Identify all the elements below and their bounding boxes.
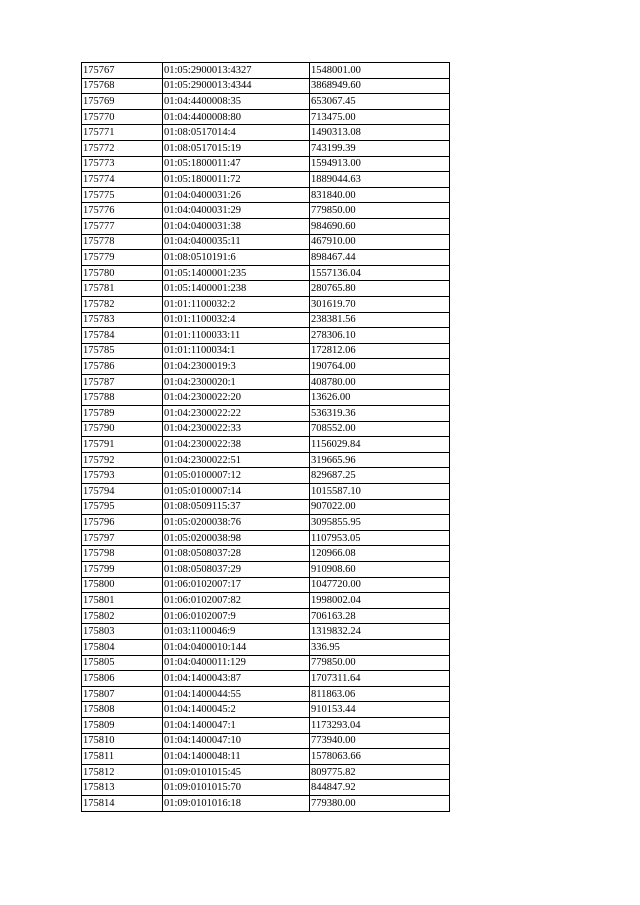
table-row bbox=[82, 717, 450, 733]
amount-cell: 190764.00 bbox=[310, 359, 450, 375]
row-number-cell: 175801 bbox=[82, 593, 163, 609]
cadastral-number-cell: 01:08:0510191:6 bbox=[163, 250, 310, 266]
table-row bbox=[82, 125, 450, 141]
amount-cell: 809775.82 bbox=[310, 764, 450, 780]
cadastral-number-cell: 01:05:0200038:76 bbox=[163, 515, 310, 531]
amount-cell: 280765.80 bbox=[310, 281, 450, 297]
table-row bbox=[82, 203, 450, 219]
table-row bbox=[82, 671, 450, 687]
table-row bbox=[82, 733, 450, 749]
row-number-cell: 175772 bbox=[82, 140, 163, 156]
cadastral-number-cell: 01:01:1100032:4 bbox=[163, 312, 310, 328]
amount-cell: 1594913.00 bbox=[310, 156, 450, 172]
row-number-cell: 175768 bbox=[82, 78, 163, 94]
cadastral-number-cell: 01:06:0102007:82 bbox=[163, 593, 310, 609]
table-row bbox=[82, 639, 450, 655]
row-number-cell: 175813 bbox=[82, 780, 163, 796]
table-row bbox=[82, 406, 450, 422]
table-row bbox=[82, 749, 450, 765]
table-row bbox=[82, 484, 450, 500]
table-row bbox=[82, 468, 450, 484]
table-row bbox=[82, 250, 450, 266]
table-row bbox=[82, 63, 450, 79]
row-number-cell: 175807 bbox=[82, 686, 163, 702]
amount-cell: 844847.92 bbox=[310, 780, 450, 796]
table-row bbox=[82, 452, 450, 468]
amount-cell: 829687.25 bbox=[310, 468, 450, 484]
row-number-cell: 175770 bbox=[82, 109, 163, 125]
row-number-cell: 175798 bbox=[82, 546, 163, 562]
row-number-cell: 175783 bbox=[82, 312, 163, 328]
row-number-cell: 175794 bbox=[82, 484, 163, 500]
row-number-cell: 175774 bbox=[82, 172, 163, 188]
row-number-cell: 175792 bbox=[82, 452, 163, 468]
amount-cell: 1319832.24 bbox=[310, 624, 450, 640]
amount-cell: 773940.00 bbox=[310, 733, 450, 749]
cadastral-number-cell: 01:09:0101015:70 bbox=[163, 780, 310, 796]
cadastral-number-cell: 01:04:1400043:87 bbox=[163, 671, 310, 687]
row-number-cell: 175788 bbox=[82, 390, 163, 406]
table-row bbox=[82, 795, 450, 811]
table-row bbox=[82, 172, 450, 188]
table-row bbox=[82, 328, 450, 344]
amount-cell: 898467.44 bbox=[310, 250, 450, 266]
amount-cell: 301619.70 bbox=[310, 296, 450, 312]
table-row bbox=[82, 359, 450, 375]
amount-cell: 779850.00 bbox=[310, 655, 450, 671]
cadastral-number-cell: 01:04:2300022:38 bbox=[163, 437, 310, 453]
cadastral-number-cell: 01:01:1100032:2 bbox=[163, 296, 310, 312]
table-row bbox=[82, 312, 450, 328]
table-row bbox=[82, 374, 450, 390]
table-row bbox=[82, 218, 450, 234]
amount-cell: 653067.45 bbox=[310, 94, 450, 110]
cadastral-number-cell: 01:08:0508037:29 bbox=[163, 562, 310, 578]
row-number-cell: 175780 bbox=[82, 265, 163, 281]
table-row bbox=[82, 234, 450, 250]
table-row bbox=[82, 764, 450, 780]
table-row bbox=[82, 421, 450, 437]
cadastral-number-cell: 01:01:1100033:11 bbox=[163, 328, 310, 344]
amount-cell: 319665.96 bbox=[310, 452, 450, 468]
table-row bbox=[82, 655, 450, 671]
amount-cell: 708552.00 bbox=[310, 421, 450, 437]
cadastral-number-cell: 01:09:0101016:18 bbox=[163, 795, 310, 811]
amount-cell: 910153.44 bbox=[310, 702, 450, 718]
row-number-cell: 175799 bbox=[82, 562, 163, 578]
table-row bbox=[82, 686, 450, 702]
cadastral-number-cell: 01:04:0400011:129 bbox=[163, 655, 310, 671]
cadastral-number-cell: 01:04:0400035:11 bbox=[163, 234, 310, 250]
cadastral-number-cell: 01:04:0400031:29 bbox=[163, 203, 310, 219]
cadastral-number-cell: 01:06:0102007:9 bbox=[163, 608, 310, 624]
cadastral-number-cell: 01:04:1400045:2 bbox=[163, 702, 310, 718]
cadastral-number-cell: 01:05:0100007:12 bbox=[163, 468, 310, 484]
table-row bbox=[82, 702, 450, 718]
row-number-cell: 175793 bbox=[82, 468, 163, 484]
cadastral-number-cell: 01:08:0509115:37 bbox=[163, 499, 310, 515]
amount-cell: 1548001.00 bbox=[310, 63, 450, 79]
amount-cell: 408780.00 bbox=[310, 374, 450, 390]
row-number-cell: 175812 bbox=[82, 764, 163, 780]
cadastral-number-cell: 01:05:1800011:47 bbox=[163, 156, 310, 172]
amount-cell: 278306.10 bbox=[310, 328, 450, 344]
cadastral-number-cell: 01:03:1100046:9 bbox=[163, 624, 310, 640]
row-number-cell: 175782 bbox=[82, 296, 163, 312]
amount-cell: 811863.06 bbox=[310, 686, 450, 702]
amount-cell: 1173293.04 bbox=[310, 717, 450, 733]
row-number-cell: 175802 bbox=[82, 608, 163, 624]
cadastral-number-cell: 01:05:0200038:98 bbox=[163, 530, 310, 546]
row-number-cell: 175779 bbox=[82, 250, 163, 266]
row-number-cell: 175803 bbox=[82, 624, 163, 640]
row-number-cell: 175806 bbox=[82, 671, 163, 687]
cadastral-number-cell: 01:04:0400031:26 bbox=[163, 187, 310, 203]
row-number-cell: 175776 bbox=[82, 203, 163, 219]
amount-cell: 536319.36 bbox=[310, 406, 450, 422]
amount-cell: 1047720.00 bbox=[310, 577, 450, 593]
row-number-cell: 175791 bbox=[82, 437, 163, 453]
cadastral-number-cell: 01:05:1400001:235 bbox=[163, 265, 310, 281]
cadastral-number-cell: 01:08:0517015:19 bbox=[163, 140, 310, 156]
amount-cell: 238381.56 bbox=[310, 312, 450, 328]
cadastral-number-cell: 01:04:2300019:3 bbox=[163, 359, 310, 375]
amount-cell: 1015587.10 bbox=[310, 484, 450, 500]
table-row bbox=[82, 187, 450, 203]
row-number-cell: 175778 bbox=[82, 234, 163, 250]
cadastral-number-cell: 01:05:1800011:72 bbox=[163, 172, 310, 188]
row-number-cell: 175775 bbox=[82, 187, 163, 203]
data-table bbox=[81, 62, 450, 812]
cadastral-number-cell: 01:04:2300022:33 bbox=[163, 421, 310, 437]
row-number-cell: 175777 bbox=[82, 218, 163, 234]
row-number-cell: 175769 bbox=[82, 94, 163, 110]
table-row bbox=[82, 343, 450, 359]
table-row bbox=[82, 515, 450, 531]
row-number-cell: 175795 bbox=[82, 499, 163, 515]
row-number-cell: 175790 bbox=[82, 421, 163, 437]
amount-cell: 336.95 bbox=[310, 639, 450, 655]
cadastral-number-cell: 01:05:2900013:4327 bbox=[163, 63, 310, 79]
row-number-cell: 175797 bbox=[82, 530, 163, 546]
amount-cell: 831840.00 bbox=[310, 187, 450, 203]
table-row bbox=[82, 577, 450, 593]
row-number-cell: 175789 bbox=[82, 406, 163, 422]
amount-cell: 3868949.60 bbox=[310, 78, 450, 94]
row-number-cell: 175811 bbox=[82, 749, 163, 765]
amount-cell: 3095855.95 bbox=[310, 515, 450, 531]
table-row bbox=[82, 296, 450, 312]
row-number-cell: 175814 bbox=[82, 795, 163, 811]
table-row bbox=[82, 499, 450, 515]
row-number-cell: 175767 bbox=[82, 63, 163, 79]
amount-cell: 743199.39 bbox=[310, 140, 450, 156]
amount-cell: 467910.00 bbox=[310, 234, 450, 250]
cadastral-number-cell: 01:04:1400048:11 bbox=[163, 749, 310, 765]
amount-cell: 779850.00 bbox=[310, 203, 450, 219]
row-number-cell: 175781 bbox=[82, 281, 163, 297]
cadastral-number-cell: 01:04:2300022:51 bbox=[163, 452, 310, 468]
table-row bbox=[82, 593, 450, 609]
amount-cell: 1889044.63 bbox=[310, 172, 450, 188]
row-number-cell: 175787 bbox=[82, 374, 163, 390]
table-row bbox=[82, 562, 450, 578]
cadastral-number-cell: 01:01:1100034:1 bbox=[163, 343, 310, 359]
cadastral-number-cell: 01:04:1400044:55 bbox=[163, 686, 310, 702]
amount-cell: 13626.00 bbox=[310, 390, 450, 406]
cadastral-number-cell: 01:05:1400001:238 bbox=[163, 281, 310, 297]
cadastral-number-cell: 01:04:4400008:80 bbox=[163, 109, 310, 125]
cadastral-number-cell: 01:04:0400010:144 bbox=[163, 639, 310, 655]
cadastral-number-cell: 01:04:2300022:20 bbox=[163, 390, 310, 406]
amount-cell: 984690.60 bbox=[310, 218, 450, 234]
row-number-cell: 175800 bbox=[82, 577, 163, 593]
table-row bbox=[82, 624, 450, 640]
amount-cell: 1156029.84 bbox=[310, 437, 450, 453]
amount-cell: 907022.00 bbox=[310, 499, 450, 515]
row-number-cell: 175808 bbox=[82, 702, 163, 718]
amount-cell: 172812.06 bbox=[310, 343, 450, 359]
row-number-cell: 175773 bbox=[82, 156, 163, 172]
row-number-cell: 175804 bbox=[82, 639, 163, 655]
table-row bbox=[82, 546, 450, 562]
amount-cell: 1578063.66 bbox=[310, 749, 450, 765]
row-number-cell: 175805 bbox=[82, 655, 163, 671]
cadastral-number-cell: 01:04:1400047:10 bbox=[163, 733, 310, 749]
cadastral-number-cell: 01:04:1400047:1 bbox=[163, 717, 310, 733]
cadastral-number-cell: 01:04:2300022:22 bbox=[163, 406, 310, 422]
cadastral-number-cell: 01:05:2900013:4344 bbox=[163, 78, 310, 94]
row-number-cell: 175809 bbox=[82, 717, 163, 733]
amount-cell: 1707311.64 bbox=[310, 671, 450, 687]
row-number-cell: 175771 bbox=[82, 125, 163, 141]
cadastral-number-cell: 01:04:0400031:38 bbox=[163, 218, 310, 234]
row-number-cell: 175785 bbox=[82, 343, 163, 359]
amount-cell: 120966.08 bbox=[310, 546, 450, 562]
table-row bbox=[82, 608, 450, 624]
table-row bbox=[82, 437, 450, 453]
table-row bbox=[82, 265, 450, 281]
table-row bbox=[82, 530, 450, 546]
table-row bbox=[82, 390, 450, 406]
table-row bbox=[82, 109, 450, 125]
table-row bbox=[82, 94, 450, 110]
amount-cell: 713475.00 bbox=[310, 109, 450, 125]
amount-cell: 1490313.08 bbox=[310, 125, 450, 141]
row-number-cell: 175810 bbox=[82, 733, 163, 749]
cadastral-number-cell: 01:04:4400008:35 bbox=[163, 94, 310, 110]
amount-cell: 910908.60 bbox=[310, 562, 450, 578]
cadastral-number-cell: 01:09:0101015:45 bbox=[163, 764, 310, 780]
cadastral-number-cell: 01:06:0102007:17 bbox=[163, 577, 310, 593]
row-number-cell: 175796 bbox=[82, 515, 163, 531]
table-row bbox=[82, 156, 450, 172]
table-row bbox=[82, 281, 450, 297]
row-number-cell: 175784 bbox=[82, 328, 163, 344]
table-body bbox=[82, 63, 450, 812]
cadastral-number-cell: 01:08:0508037:28 bbox=[163, 546, 310, 562]
cadastral-number-cell: 01:04:2300020:1 bbox=[163, 374, 310, 390]
table-row bbox=[82, 140, 450, 156]
cadastral-number-cell: 01:08:0517014:4 bbox=[163, 125, 310, 141]
amount-cell: 1998002.04 bbox=[310, 593, 450, 609]
amount-cell: 779380.00 bbox=[310, 795, 450, 811]
amount-cell: 1107953.05 bbox=[310, 530, 450, 546]
table-row bbox=[82, 78, 450, 94]
row-number-cell: 175786 bbox=[82, 359, 163, 375]
cadastral-number-cell: 01:05:0100007:14 bbox=[163, 484, 310, 500]
amount-cell: 706163.28 bbox=[310, 608, 450, 624]
amount-cell: 1557136.04 bbox=[310, 265, 450, 281]
table-row bbox=[82, 780, 450, 796]
